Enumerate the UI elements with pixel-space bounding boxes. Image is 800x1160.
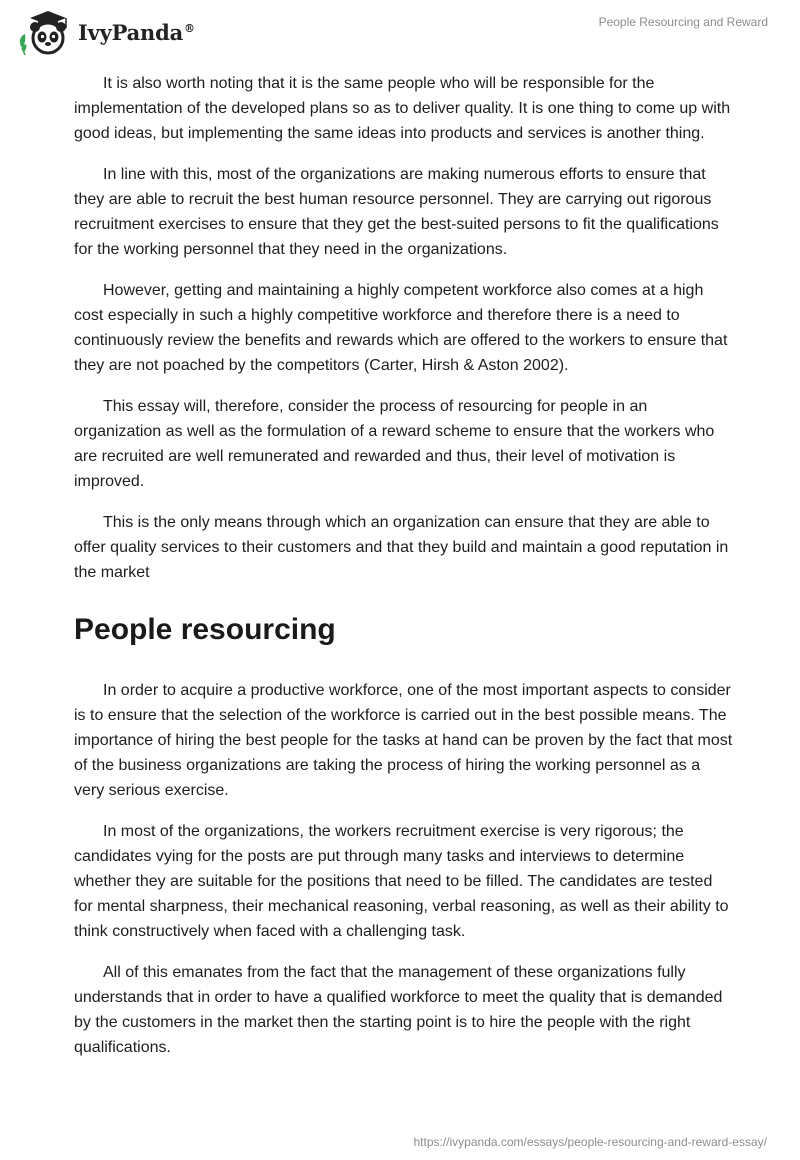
paragraph: This is the only means through which an organization can ensure that they are able to offer quality services to their customers and that they build and maintain a good reputation in the market	[74, 514, 729, 581]
document-title: People Resourcing and Reward	[598, 15, 768, 29]
paragraph: In order to acquire a productive workforce, one of the most important aspects to consider is to ensure that the selection of the workforce is carried out in the best possible means. The importance of hiring the best people for the tasks at hand can be proven by the fact that most of the business organizations are taking the process of hiring the working personnel as a very serious exercise.	[74, 682, 733, 799]
paragraph: In most of the organizations, the workers recruitment exercise is very rigorous; the candidates vying for the posts are put through many tasks and interviews to determine whether they are suitable for the positions that need to be filled. The candidates are tested for mental sharpness, their mechanical reasoning, verbal reasoning, as well as their ability to think constructively when faced with a challenging task.	[74, 823, 729, 940]
brand-name: IvyPanda®	[78, 19, 195, 45]
brand-logo[interactable]	[16, 8, 195, 56]
essay-content	[74, 71, 734, 1076]
paragraph: In line with this, most of the organizations are making numerous efforts to ensure that they are able to recruit the best human resource personnel. They are carrying out rigorous recruitment exercises to ensure that they get the best-suited persons to fit the qualifications for the working personnel that they need in the organizations.	[74, 166, 719, 258]
page-header	[0, 0, 800, 64]
paragraph: However, getting and maintaining a highly competent workforce also comes at a high cost especially in such a highly competitive workforce and therefore there is a need to continuously review the benefits and rewards which are offered to the workers to ensure that they are not poached by the competitors (Carter, Hirsh & Aston 2002).	[74, 282, 728, 374]
paragraph: This essay will, therefore, consider the process of resourcing for people in an organization as well as the formulation of a reward scheme to ensure that the workers who are recruited are well remunerated and rewarded and thus, their level of motivation is improved.	[74, 398, 715, 490]
paragraph: It is also worth noting that it is the same people who will be responsible for the implementation of the developed plans so as to deliver quality. It is one thing to come up with good ideas, but implementing the same ideas into products and services is another thing.	[74, 75, 731, 142]
source-url[interactable]: https://ivypanda.com/essays/people-resourcing-and-reward-essay/	[413, 1135, 767, 1149]
panda-graduate-icon	[16, 8, 72, 56]
paragraph: All of this emanates from the fact that the management of these organizations fully understands that in order to have a qualified workforce to meet the quality that is demanded by the customers in the market then the starting point is to hire the people with the right qualifications.	[74, 964, 723, 1056]
section-heading: People resourcing	[74, 613, 336, 646]
